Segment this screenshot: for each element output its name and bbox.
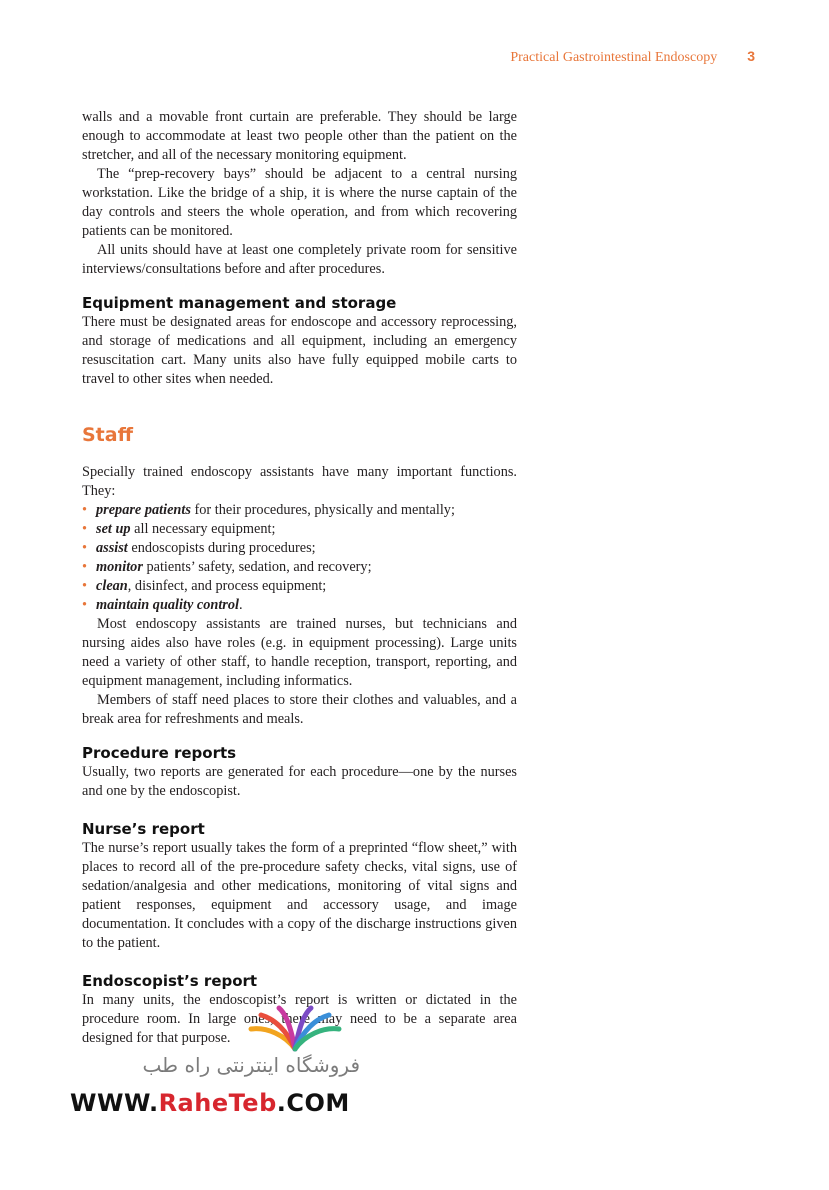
- paragraph: In many units, the endoscopist’s report is written or dictated in the procedure room. In large ones, there may need to be a separate area designed for that purpose.: [82, 992, 517, 1046]
- list-item-text: endoscopists during procedures;: [127, 540, 316, 556]
- paragraph: The “prep-recovery bays” should be adjacent to a central nursing workstation. Like the bridge of a ship, it is where the nurse captain of the day controls and steers the whole operation, and from which recovering patients can be monitored.: [82, 166, 517, 239]
- page-number: 3: [747, 48, 755, 64]
- list-item: [82, 539, 517, 558]
- bullet-icon: •: [82, 521, 88, 537]
- paragraph: Specially trained endoscopy assistants have many important functions. They:: [82, 464, 517, 499]
- emphasis: monitor: [96, 559, 143, 575]
- emphasis: set up: [96, 521, 131, 537]
- emphasis: assist: [96, 540, 128, 556]
- list-item-text: , disinfect, and process equipment;: [127, 578, 327, 594]
- emphasis: prepare patients: [96, 502, 191, 518]
- watermark-url: [70, 1089, 350, 1117]
- emphasis: maintain quality control: [96, 597, 239, 613]
- bullet-icon: •: [82, 578, 88, 594]
- bullet-icon: •: [82, 540, 88, 556]
- book-fan-logo-icon: [245, 1005, 345, 1055]
- watermark-url-prefix: WWW.: [70, 1089, 159, 1117]
- section-heading-equipment: Equipment management and storage: [82, 294, 397, 312]
- emphasis: clean: [96, 578, 128, 594]
- paragraph: walls and a movable front curtain are preferable. They should be large enough to accommodate at least two people other than the patient on the stretcher, and all of the necessary monitoring equipment.: [82, 109, 517, 163]
- list-item: [82, 558, 517, 577]
- list-item-text: patients’ safety, sedation, and recovery;: [142, 559, 372, 575]
- section-heading-staff: Staff: [82, 424, 133, 446]
- running-title: Practical Gastrointestinal Endoscopy: [510, 50, 718, 65]
- bullet-icon: •: [82, 559, 88, 575]
- list-item: [82, 520, 517, 539]
- watermark-url-brand: RaheTeb: [158, 1089, 277, 1117]
- list-item: [82, 501, 517, 520]
- section-heading-endoscopist-report: Endoscopist’s report: [82, 972, 258, 990]
- list-item: [82, 596, 517, 615]
- paragraph: The nurse’s report usually takes the form of a preprinted “flow sheet,” with places to record all of the pre-procedure safety checks, vital signs, use of sedation/analgesia and other medications, monitoring of vital signs and patient responses, equipment and accessory usage, and image documentation. It concludes with a copy of the discharge instructions given to the patient.: [82, 840, 517, 951]
- paragraph: All units should have at least one completely private room for sensitive interviews/consultations before and after procedures.: [82, 242, 517, 277]
- main-column: [82, 108, 517, 1048]
- section-heading-procedure-reports: Procedure reports: [82, 744, 237, 762]
- list-item-text: .: [239, 597, 243, 613]
- watermark: [70, 1005, 360, 1125]
- list-item-text: for their procedures, physically and mentally;: [190, 502, 455, 518]
- paragraph: There must be designated areas for endoscope and accessory reprocessing, and storage of medications and all equipment, including an emergency resuscitation cart. Many units also have fully equipped mobile carts to travel to other sites when needed.: [82, 314, 517, 387]
- bullet-icon: •: [82, 597, 88, 613]
- duties-list: [82, 501, 517, 615]
- list-item: [82, 577, 517, 596]
- running-header: [510, 48, 755, 66]
- paragraph: Members of staff need places to store their clothes and valuables, and a break area for refreshments and meals.: [82, 692, 517, 727]
- watermark-persian-text: فروشگاه اینترنتی راه طب: [142, 1053, 360, 1077]
- paragraph: Most endoscopy assistants are trained nurses, but technicians and nursing aides also have roles (e.g. in equipment processing). Large units need a variety of other staff, to handle reception, transport, reporting, and equipment management, including informatics.: [82, 616, 517, 689]
- watermark-url-suffix: .COM: [276, 1089, 350, 1117]
- list-item-text: all necessary equipment;: [130, 521, 276, 537]
- section-heading-nurse-report: Nurse’s report: [82, 820, 205, 838]
- paragraph: Usually, two reports are generated for each procedure—one by the nurses and one by the endoscopist.: [82, 764, 517, 799]
- bullet-icon: •: [82, 502, 88, 518]
